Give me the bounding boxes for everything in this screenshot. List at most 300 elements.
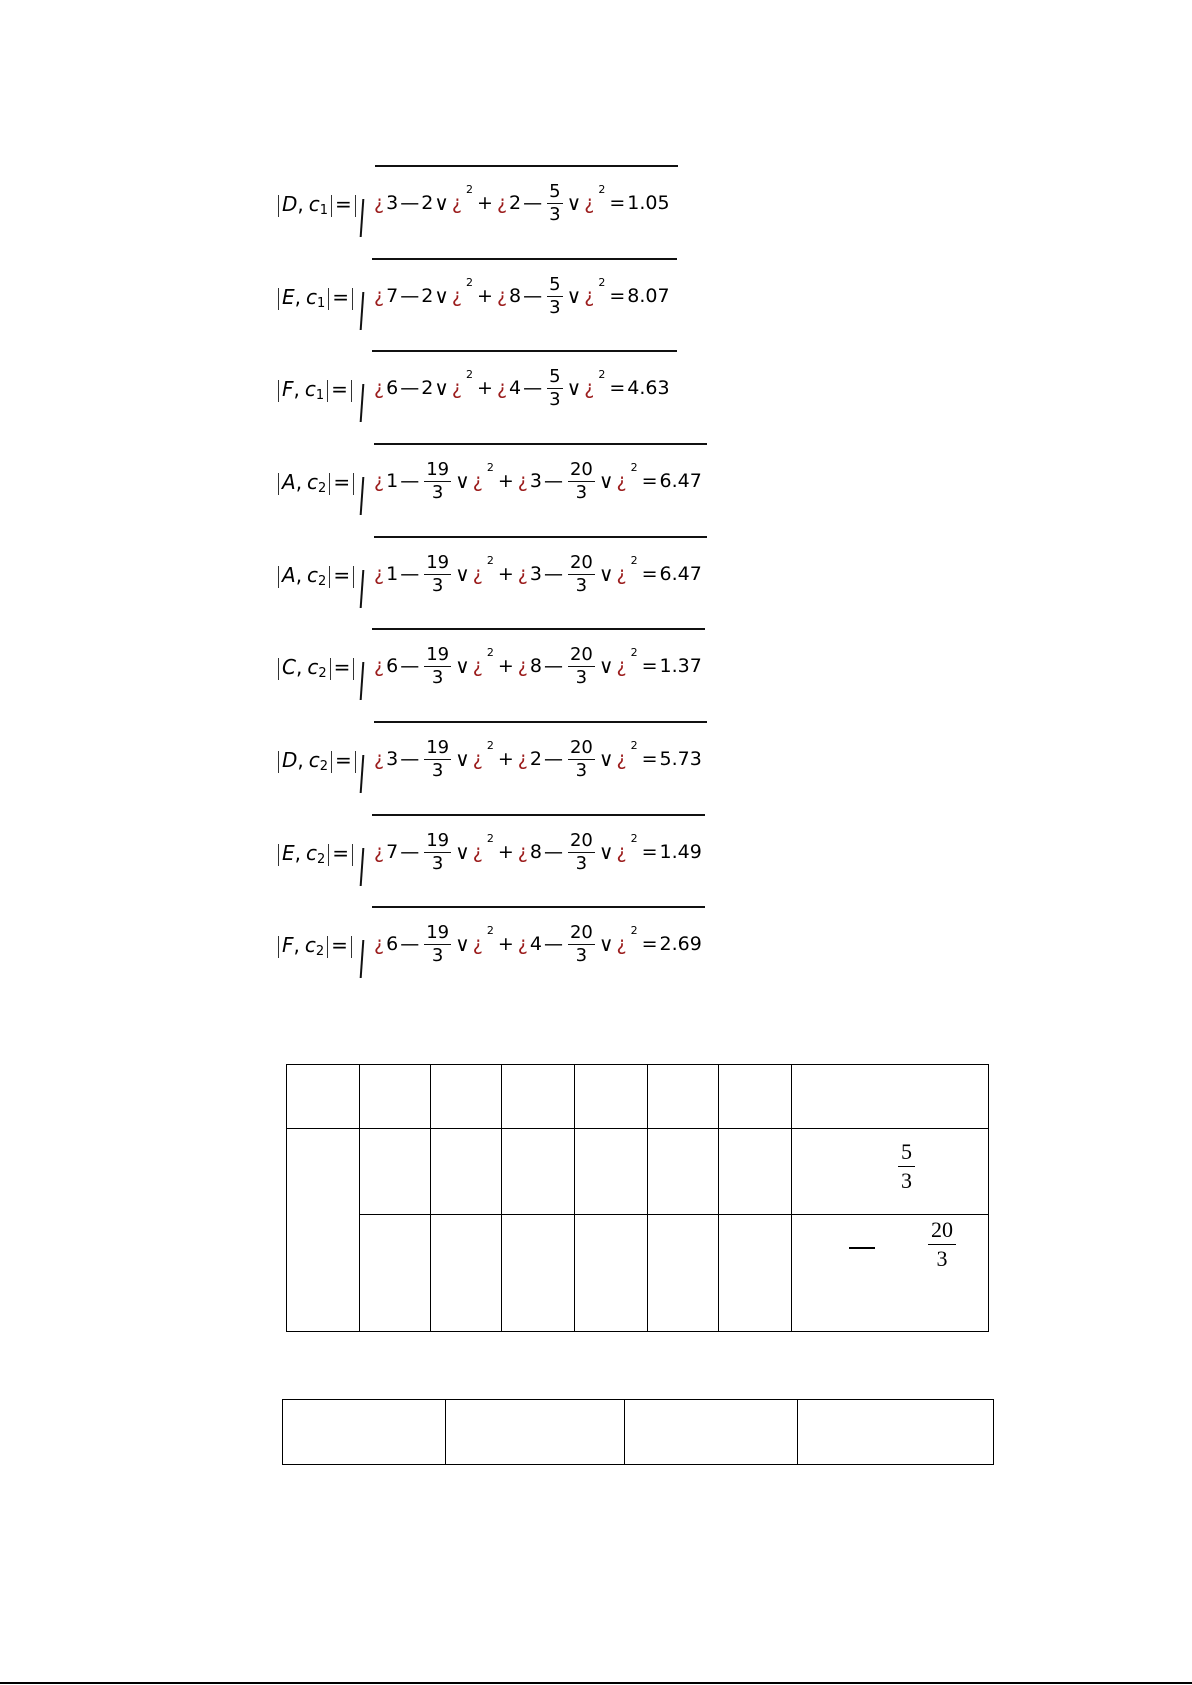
square-exponent: 2 <box>598 275 606 289</box>
vee-symbol: ∨ <box>455 654 470 678</box>
abs-bar <box>353 658 354 680</box>
comma: , <box>295 470 303 494</box>
sqrt-vinculum <box>372 814 705 816</box>
abs-bar <box>278 288 279 310</box>
point-name: C <box>282 655 296 679</box>
sqrt-vinculum <box>372 628 705 630</box>
minus-sign: — <box>543 748 563 770</box>
abs-bar <box>329 473 330 495</box>
plus-sign: + <box>497 748 514 770</box>
table-cell <box>431 1065 502 1129</box>
inverted-question: ¿ <box>616 933 627 955</box>
square-exponent: 2 <box>630 460 638 474</box>
inverted-question: ¿ <box>472 563 483 585</box>
coord-a: 6 <box>386 655 399 677</box>
fraction-numerator: 20 <box>928 1216 956 1245</box>
abs-bar <box>330 658 331 680</box>
radicand <box>372 266 670 326</box>
cluster-index: 2 <box>318 481 327 496</box>
point-name: D <box>282 192 298 216</box>
vee-symbol: ∨ <box>566 191 582 215</box>
abs-bar <box>352 288 353 310</box>
fraction <box>568 737 595 782</box>
sqrt-tick <box>360 477 365 515</box>
inverted-question: ¿ <box>584 192 595 214</box>
abs-bar <box>328 288 329 310</box>
plus-sign: + <box>497 563 514 585</box>
table-cell <box>625 1400 798 1465</box>
distance-result: 6.47 <box>659 563 702 585</box>
inverted-question: ¿ <box>451 377 463 399</box>
abs-bar <box>278 751 279 773</box>
fraction <box>424 552 451 597</box>
fraction <box>424 459 451 504</box>
equals-sign: = <box>332 285 350 309</box>
equals-sign: = <box>641 563 658 585</box>
sqrt-tick <box>360 292 365 330</box>
table-cell <box>575 1129 648 1215</box>
vee-symbol: ∨ <box>434 376 449 400</box>
minus-sign: — <box>400 470 420 492</box>
square-exponent: 2 <box>466 275 474 289</box>
fraction-denominator: 3 <box>431 574 444 596</box>
radicand <box>372 822 702 882</box>
page-bottom-rule <box>0 1682 1192 1684</box>
fraction <box>568 552 595 597</box>
plus-sign: + <box>497 933 514 955</box>
cluster-index: 2 <box>319 759 329 774</box>
vee-symbol: ∨ <box>566 284 582 308</box>
cluster-index: 2 <box>317 852 326 867</box>
table-cell <box>792 1065 989 1129</box>
coord-a: 1 <box>386 470 399 492</box>
distance-equation <box>275 258 735 350</box>
plus-sign: + <box>497 470 514 492</box>
fraction-numerator: 19 <box>426 643 450 665</box>
distance-result: 6.47 <box>659 470 702 492</box>
cluster-index: 1 <box>317 296 326 311</box>
comma: , <box>293 377 300 401</box>
fraction-denominator: 3 <box>575 759 588 781</box>
coord-a: 6 <box>386 933 399 955</box>
comma: , <box>294 841 301 865</box>
sqrt-vinculum <box>374 721 707 723</box>
square-exponent: 2 <box>630 738 638 752</box>
distance-result: 4.63 <box>627 377 670 399</box>
abs-bar <box>353 566 354 588</box>
minus-sign: — <box>400 563 420 585</box>
minus-sign: — <box>400 377 420 399</box>
fraction-numerator: 19 <box>426 829 450 851</box>
radicand <box>372 544 702 604</box>
point-name: F <box>282 933 294 957</box>
vee-symbol: ∨ <box>598 654 614 678</box>
distance-result: 2.69 <box>659 933 702 955</box>
cluster-index: 2 <box>315 944 325 959</box>
abs-bar <box>329 566 330 588</box>
table-cell <box>719 1215 792 1332</box>
fraction-denominator: 3 <box>901 1168 912 1193</box>
distance-label <box>275 467 357 504</box>
square-exponent: 2 <box>486 460 494 474</box>
abs-bar <box>278 936 279 958</box>
fraction-numerator: 5 <box>549 273 561 295</box>
radicand <box>372 451 702 511</box>
fraction-numerator: 19 <box>426 921 450 943</box>
minus-sign: — <box>400 933 420 955</box>
inverted-question: ¿ <box>496 285 508 307</box>
table-cell <box>287 1129 360 1332</box>
sqrt-vinculum <box>372 906 705 908</box>
inverted-question: ¿ <box>472 470 483 492</box>
fraction-denominator: 3 <box>431 666 444 688</box>
point-name: E <box>282 285 295 309</box>
plus-sign: + <box>477 285 493 307</box>
equals-sign: = <box>335 192 352 216</box>
summary-table <box>282 1399 994 1465</box>
radicand <box>372 636 702 696</box>
sqrt-vinculum <box>372 258 677 260</box>
minus-sign: — <box>400 192 420 214</box>
distance-label <box>275 930 355 967</box>
point-name: A <box>282 470 296 494</box>
coord-b: 2 <box>421 377 434 399</box>
fraction-numerator: 20 <box>569 829 593 851</box>
inverted-question: ¿ <box>616 841 627 863</box>
table-cell <box>283 1400 446 1465</box>
distance-label <box>275 189 359 226</box>
fraction-five-thirds <box>898 1138 915 1195</box>
inverted-question: ¿ <box>517 563 528 585</box>
table-cell <box>360 1215 431 1332</box>
square-exponent: 2 <box>598 182 606 196</box>
fraction <box>547 274 562 319</box>
radicand <box>372 173 670 233</box>
abs-bar <box>355 751 356 773</box>
inverted-question: ¿ <box>472 841 483 863</box>
fraction-denominator: 3 <box>936 1246 948 1271</box>
sqrt-tick <box>360 384 365 422</box>
fraction <box>568 830 595 875</box>
equals-sign: = <box>641 933 658 955</box>
cluster-table <box>286 1064 989 1332</box>
sqrt-tick <box>360 848 365 886</box>
table-cell <box>648 1129 719 1215</box>
square-exponent: 2 <box>466 367 474 381</box>
table-cell <box>360 1129 431 1215</box>
fraction <box>424 737 451 782</box>
inverted-question: ¿ <box>451 192 463 214</box>
abs-bar <box>278 566 279 588</box>
distance-equation <box>275 536 735 628</box>
inverted-question: ¿ <box>472 748 483 770</box>
distance-equation <box>275 906 735 998</box>
inverted-question: ¿ <box>374 563 385 585</box>
fraction-numerator: 19 <box>426 736 450 758</box>
inverted-question: ¿ <box>374 933 385 955</box>
fraction <box>547 181 562 226</box>
abs-bar <box>352 844 353 866</box>
inverted-question: ¿ <box>616 655 627 677</box>
equals-sign: = <box>335 748 352 772</box>
distance-equation <box>275 350 735 442</box>
fraction-numerator: 20 <box>569 458 593 480</box>
inverted-question: ¿ <box>374 285 385 307</box>
distance-result: 1.49 <box>659 841 702 863</box>
cluster-symbol: c <box>306 841 317 865</box>
abs-bar <box>327 380 328 402</box>
table-cell <box>431 1129 502 1215</box>
vee-symbol: ∨ <box>455 747 470 771</box>
square-exponent: 2 <box>486 645 494 659</box>
coord-a: 3 <box>386 192 399 214</box>
sqrt-vinculum <box>375 165 678 167</box>
square-exponent: 2 <box>486 831 494 845</box>
distance-result: 1.37 <box>659 655 702 677</box>
abs-bar <box>278 658 279 680</box>
equals-sign: = <box>641 470 658 492</box>
distance-label <box>275 560 357 597</box>
sqrt-vinculum <box>374 536 707 538</box>
table-cell <box>287 1065 360 1129</box>
equals-sign: = <box>331 933 348 957</box>
comma: , <box>293 933 300 957</box>
fraction-denominator: 3 <box>575 481 588 503</box>
vee-symbol: ∨ <box>566 376 582 400</box>
minus-sign: — <box>523 285 543 307</box>
inverted-question: ¿ <box>374 841 385 863</box>
distance-label <box>275 652 357 689</box>
cluster-symbol: c <box>307 563 319 587</box>
sqrt-vinculum <box>372 350 677 352</box>
cluster-symbol: c <box>308 192 320 216</box>
fraction-numerator: 20 <box>569 551 593 573</box>
fraction-numerator: 20 <box>569 643 593 665</box>
fraction-denominator: 3 <box>575 574 588 596</box>
fraction-denominator: 3 <box>431 481 444 503</box>
inverted-question: ¿ <box>472 933 483 955</box>
sqrt-vinculum <box>374 443 707 445</box>
minus-sign: — <box>543 563 563 585</box>
cluster-symbol: c <box>308 748 320 772</box>
fraction <box>568 644 595 689</box>
comma: , <box>297 748 304 772</box>
fraction-numerator: 19 <box>426 458 450 480</box>
equals-sign: = <box>609 377 626 399</box>
abs-bar <box>328 844 329 866</box>
point-name: E <box>282 841 295 865</box>
cluster-index: 1 <box>315 388 325 403</box>
cluster-index: 2 <box>318 666 327 681</box>
cluster-symbol: c <box>307 655 319 679</box>
vee-symbol: ∨ <box>455 469 470 493</box>
coord-a: 7 <box>386 285 399 307</box>
sqrt-tick <box>360 199 365 237</box>
equals-sign: = <box>641 655 658 677</box>
plus-sign: + <box>477 377 493 399</box>
plus-sign: + <box>497 655 514 677</box>
minus-sign: — <box>543 655 563 677</box>
coord-c: 2 <box>509 192 522 214</box>
table-cell <box>798 1400 994 1465</box>
abs-bar <box>331 751 332 773</box>
abs-bar <box>353 473 354 495</box>
minus-sign: — <box>523 192 543 214</box>
equals-sign: = <box>333 563 351 587</box>
abs-bar <box>355 195 356 217</box>
radicand <box>372 358 670 418</box>
square-exponent: 2 <box>598 367 606 381</box>
minus-sign: — <box>400 841 420 863</box>
equals-sign: = <box>333 655 351 679</box>
vee-symbol: ∨ <box>598 469 614 493</box>
inverted-question: ¿ <box>374 655 385 677</box>
distance-result: 1.05 <box>627 192 670 214</box>
fraction-numerator: 20 <box>569 921 593 943</box>
square-exponent: 2 <box>630 553 638 567</box>
fraction-twenty-thirds <box>928 1216 956 1273</box>
vee-symbol: ∨ <box>455 840 470 864</box>
square-exponent: 2 <box>486 923 494 937</box>
coord-a: 1 <box>386 563 399 585</box>
inverted-question: ¿ <box>451 285 463 307</box>
square-exponent: 2 <box>630 923 638 937</box>
inverted-question: ¿ <box>517 841 528 863</box>
point-name: A <box>282 563 296 587</box>
coord-c: 8 <box>529 655 542 677</box>
fraction <box>424 922 451 967</box>
square-exponent: 2 <box>630 831 638 845</box>
fraction-numerator: 20 <box>569 736 593 758</box>
inverted-question: ¿ <box>472 655 483 677</box>
fraction-denominator: 3 <box>575 852 588 874</box>
fraction-denominator: 3 <box>575 666 588 688</box>
fraction <box>568 459 595 504</box>
abs-bar <box>278 195 279 217</box>
cluster-symbol: c <box>304 377 316 401</box>
fraction-numerator: 5 <box>549 180 561 202</box>
abs-bar <box>327 936 328 958</box>
table-cell <box>360 1065 431 1129</box>
plus-sign: + <box>497 841 514 863</box>
point-name: D <box>282 748 298 772</box>
table-cell <box>431 1215 502 1332</box>
distance-equation <box>275 165 735 257</box>
radicand <box>372 914 702 974</box>
minus-sign: — <box>543 933 563 955</box>
coord-c: 4 <box>529 933 542 955</box>
square-exponent: 2 <box>466 182 474 196</box>
distance-label <box>275 745 359 782</box>
minus-sign: — <box>400 748 420 770</box>
table-cell <box>575 1065 648 1129</box>
inverted-question: ¿ <box>374 470 385 492</box>
table-cell <box>502 1215 575 1332</box>
fraction-denominator: 3 <box>575 944 588 966</box>
distance-result: 8.07 <box>627 285 670 307</box>
equals-sign: = <box>333 470 351 494</box>
table-cell <box>502 1065 575 1129</box>
comma: , <box>295 563 303 587</box>
coord-c: 8 <box>529 841 542 863</box>
abs-bar <box>351 936 352 958</box>
fraction-denominator: 3 <box>549 388 561 410</box>
coord-b: 2 <box>421 192 434 214</box>
cluster-symbol: c <box>307 470 319 494</box>
abs-bar <box>331 195 332 217</box>
inverted-question: ¿ <box>616 748 627 770</box>
coord-c: 2 <box>529 748 542 770</box>
sqrt-tick <box>360 755 365 793</box>
table-cell <box>575 1215 648 1332</box>
comma: , <box>295 655 303 679</box>
inverted-question: ¿ <box>517 748 528 770</box>
abs-bar <box>278 380 279 402</box>
inverted-question: ¿ <box>584 285 595 307</box>
coord-b: 2 <box>421 285 434 307</box>
distance-label <box>275 838 356 875</box>
inverted-question: ¿ <box>517 933 528 955</box>
comma: , <box>294 285 301 309</box>
coord-c: 4 <box>509 377 522 399</box>
inverted-question: ¿ <box>374 377 385 399</box>
fraction-denominator: 3 <box>431 759 444 781</box>
vee-symbol: ∨ <box>455 932 470 956</box>
distance-equation <box>275 814 735 906</box>
minus-sign: — <box>543 470 563 492</box>
distance-equation <box>275 628 735 720</box>
fraction-denominator: 3 <box>549 203 561 225</box>
abs-bar <box>278 473 279 495</box>
vee-symbol: ∨ <box>598 932 614 956</box>
radicand <box>372 729 702 789</box>
fraction-denominator: 3 <box>431 944 444 966</box>
table-cell <box>648 1065 719 1129</box>
distance-result: 5.73 <box>659 748 702 770</box>
square-exponent: 2 <box>630 645 638 659</box>
abs-bar <box>351 380 352 402</box>
plus-sign: + <box>477 192 493 214</box>
coord-c: 3 <box>529 563 542 585</box>
centroid-cell-1 <box>792 1129 989 1215</box>
table-cell <box>719 1129 792 1215</box>
inverted-question: ¿ <box>616 470 627 492</box>
inverted-question: ¿ <box>374 748 385 770</box>
abs-bar <box>278 844 279 866</box>
inverted-question: ¿ <box>616 563 627 585</box>
distance-equation <box>275 721 735 813</box>
fraction-denominator: 3 <box>431 852 444 874</box>
inverted-question: ¿ <box>517 655 528 677</box>
fraction <box>424 644 451 689</box>
sqrt-tick <box>360 570 365 608</box>
inverted-question: ¿ <box>584 377 595 399</box>
minus-sign: — <box>523 377 543 399</box>
vee-symbol: ∨ <box>598 562 614 586</box>
coord-c: 8 <box>509 285 522 307</box>
minus-sign: — <box>400 655 420 677</box>
table-cell <box>502 1129 575 1215</box>
fraction-numerator: 5 <box>549 365 561 387</box>
equals-sign: = <box>331 377 348 401</box>
table-cell <box>719 1065 792 1129</box>
vee-symbol: ∨ <box>434 284 449 308</box>
coord-a: 6 <box>386 377 399 399</box>
equals-sign: = <box>641 841 658 863</box>
fraction <box>424 830 451 875</box>
minus-dash <box>849 1247 875 1249</box>
coord-a: 3 <box>386 748 399 770</box>
